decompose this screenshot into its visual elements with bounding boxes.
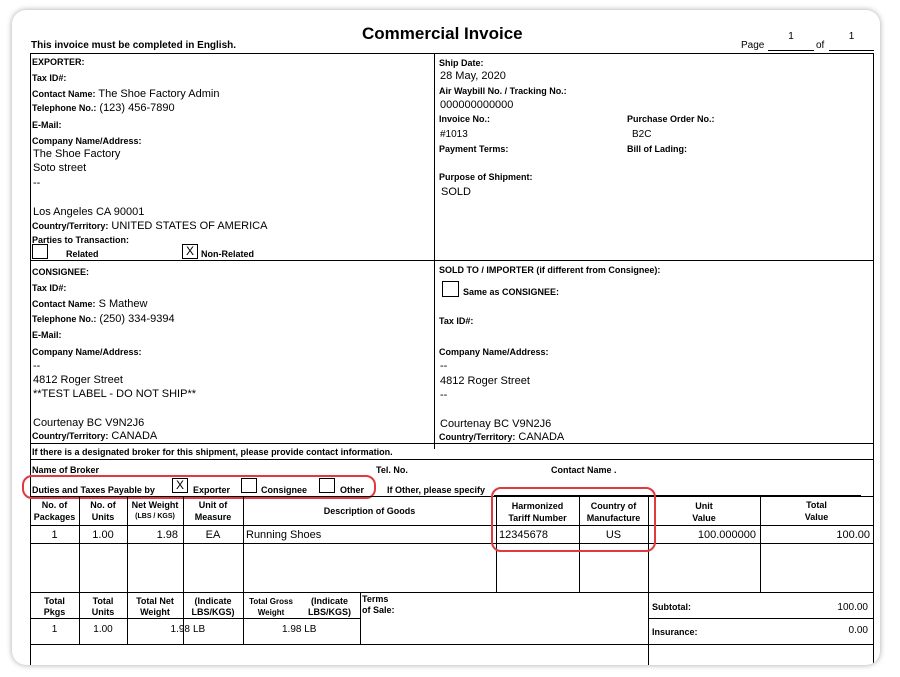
exporter-address-3: --	[33, 177, 41, 189]
mid-divider	[434, 53, 435, 449]
goods-header-top	[30, 496, 873, 497]
related-label: Related	[66, 249, 99, 259]
subtotal-label: Subtotal:	[652, 602, 691, 612]
non-related-checkbox[interactable]: X	[182, 244, 198, 259]
exporter-address-2: Soto street	[33, 162, 87, 174]
english-note: This invoice must be completed in English.	[31, 40, 237, 51]
frame-right	[873, 53, 874, 665]
tot-hdr-net: Total Net Weight	[136, 596, 174, 617]
hdr-description: Description of Goods	[323, 506, 416, 516]
section-divider-1	[30, 260, 873, 261]
cell-total-value: 100.00	[836, 529, 870, 541]
cell-net-weight: 1.98	[156, 529, 178, 541]
ship-date-label: Ship Date:	[439, 58, 484, 68]
frame-left	[30, 53, 31, 665]
page-total: 1	[848, 31, 855, 42]
consignee-address-3: **TEST LABEL - DO NOT SHIP**	[33, 388, 197, 400]
tot-hdr-indicate-1: (Indicate LBS/KGS)	[191, 596, 235, 617]
duties-other-label: Other	[340, 485, 365, 495]
hdr-country: Country of Manufacture	[586, 501, 641, 523]
insurance-label: Insurance:	[652, 627, 698, 637]
invoice-label: Invoice No.:	[439, 114, 491, 124]
goods-row-bottom	[30, 543, 873, 544]
sold-to-address-2: 4812 Roger Street	[440, 375, 530, 387]
hdr-hs-code: Harmonized Tariff Number	[508, 501, 567, 523]
sold-to-address-1: --	[440, 360, 448, 372]
waybill-number: 000000000000	[440, 99, 514, 111]
invoice-number: #1013	[440, 129, 468, 140]
duties-exporter-label: Exporter	[193, 485, 231, 495]
consignee-heading: CONSIGNEE:	[32, 267, 90, 277]
cell-hs-code: 12345678	[499, 529, 548, 541]
duties-label: Duties and Taxes Payable by	[32, 485, 155, 495]
page-current-line	[768, 50, 814, 51]
totals-row-bottom	[30, 644, 873, 645]
sold-to-address-4: Courtenay BC V9N2J6	[440, 418, 552, 430]
purpose-value: SOLD	[441, 186, 471, 198]
hdr-packages: No. of Packages	[33, 500, 76, 522]
hdr-unit-measure: Unit of Measure	[194, 500, 232, 522]
cell-unit-measure: EA	[205, 529, 221, 541]
parties-label: Parties to Transaction:	[32, 235, 130, 245]
hdr-units: No. of Units	[90, 500, 116, 522]
consignee-address-2: 4812 Roger Street	[33, 374, 123, 386]
consignee-telephone: (250) 334-9394	[99, 313, 175, 325]
page-total-line	[829, 50, 874, 51]
invoice-page	[12, 10, 880, 665]
col-divider-4	[243, 496, 244, 644]
same-as-consignee-checkbox[interactable]	[442, 281, 459, 297]
broker-note: If there is a designated broker for this shipment, please provide contact information.	[32, 447, 393, 457]
frame-top	[30, 53, 873, 54]
broker-divider	[30, 459, 873, 460]
tot-units-value: 1.00	[93, 624, 113, 635]
insurance-value: 0.00	[848, 625, 868, 636]
tot-hdr-gross: Total Gross Weight	[249, 597, 293, 617]
consignee-telephone-label: Telephone No.:	[32, 314, 97, 324]
bill-of-lading-label: Bill of Lading:	[627, 144, 687, 154]
sold-to-heading: SOLD TO / IMPORTER (if different from Consignee):	[439, 265, 661, 275]
exporter-company-label: Company Name/Address:	[32, 136, 142, 146]
cell-unit-value: 100.000000	[697, 529, 756, 541]
cell-units: 1.00	[92, 529, 114, 541]
invoice-card	[12, 10, 880, 665]
goods-header-bottom	[30, 525, 873, 526]
hdr-total-value: Total Value	[804, 500, 829, 522]
same-as-consignee-label: Same as CONSIGNEE:	[463, 287, 560, 297]
tot-net-unit: LB	[193, 624, 206, 635]
subtotal-divider	[648, 618, 873, 619]
terms-of-sale-label: Terms of Sale:	[362, 594, 395, 615]
tot-pkgs-value: 1	[51, 624, 58, 635]
sold-to-tax-id-label: Tax ID#:	[439, 316, 474, 326]
tot-hdr-pkgs: Total Pkgs	[43, 596, 66, 617]
consignee-address-4: Courtenay BC V9N2J6	[33, 417, 145, 429]
duties-exporter-checkbox[interactable]: X	[172, 478, 188, 493]
ship-date: 28 May, 2020	[440, 70, 506, 82]
sold-to-country: CANADA	[518, 431, 565, 443]
waybill-label: Air Waybill No. / Tracking No.:	[439, 86, 567, 96]
sold-to-address-3: --	[440, 389, 448, 401]
related-checkbox[interactable]	[32, 244, 48, 259]
consignee-tax-id-label: Tax ID#:	[32, 283, 67, 293]
hdr-net-weight: Net Weight (LBS / KGS)	[131, 500, 179, 520]
exporter-country-label: Country/Territory:	[32, 221, 109, 231]
duties-consignee-label: Consignee	[261, 485, 308, 495]
consignee-country: CANADA	[111, 430, 158, 442]
consignee-country-label: Country/Territory:	[32, 431, 109, 441]
col-divider-terms	[360, 592, 361, 644]
sold-to-country-label: Country/Territory:	[439, 432, 516, 442]
exporter-telephone-label: Telephone No.:	[32, 103, 97, 113]
exporter-country: UNITED STATES OF AMERICA	[111, 220, 268, 232]
exporter-contact-name: The Shoe Factory Admin	[98, 88, 220, 100]
po-number: B2C	[632, 129, 652, 140]
cell-description: Running Shoes	[246, 529, 322, 541]
consignee-contact-label: Contact Name:	[32, 299, 96, 309]
page-title: Commercial Invoice	[362, 24, 523, 43]
page-of-label: of	[816, 40, 825, 51]
purpose-label: Purpose of Shipment:	[439, 172, 533, 182]
broker-contact-value: .	[614, 465, 617, 475]
subtotal-value: 100.00	[837, 602, 868, 613]
consignee-address-1: --	[33, 360, 41, 372]
non-related-label: Non-Related	[201, 249, 255, 259]
consignee-company-label: Company Name/Address:	[32, 347, 142, 357]
po-label: Purchase Order No.:	[627, 114, 715, 124]
page-current: 1	[788, 31, 794, 42]
broker-name-label: Name of Broker	[32, 465, 100, 475]
section-divider-2	[30, 443, 873, 444]
broker-tel-label: Tel. No.	[376, 465, 408, 475]
exporter-heading: EXPORTER:	[32, 57, 85, 67]
hs-country-highlight	[491, 487, 656, 552]
sold-to-company-label: Company Name/Address:	[439, 347, 549, 357]
cell-packages: 1	[51, 529, 58, 541]
exporter-email-label: E-Mail:	[32, 120, 62, 130]
exporter-contact-label: Contact Name:	[32, 89, 96, 99]
broker-contact-label: Contact Name	[551, 465, 612, 475]
exporter-telephone: (123) 456-7890	[99, 102, 175, 114]
tot-hdr-indicate-2: (Indicate LBS/KGS)	[307, 596, 351, 617]
exporter-address-4: Los Angeles CA 90001	[33, 206, 145, 218]
page-label: Page	[741, 40, 765, 51]
exporter-tax-id-label: Tax ID#:	[32, 73, 67, 83]
tot-gross-value: 1.98 LB	[282, 624, 317, 635]
cell-country: US	[605, 529, 622, 541]
consignee-email-label: E-Mail:	[32, 330, 62, 340]
consignee-contact-name: S Mathew	[98, 298, 148, 310]
totals-header-top	[30, 592, 873, 593]
payment-terms-label: Payment Terms:	[439, 144, 509, 154]
if-other-label: If Other, please specify	[387, 485, 486, 495]
tot-hdr-units: Total Units	[91, 596, 115, 617]
exporter-address-1: The Shoe Factory	[33, 148, 121, 160]
hdr-unit-value: Unit Value	[692, 501, 716, 523]
tot-net-value: 1.98	[170, 624, 190, 635]
